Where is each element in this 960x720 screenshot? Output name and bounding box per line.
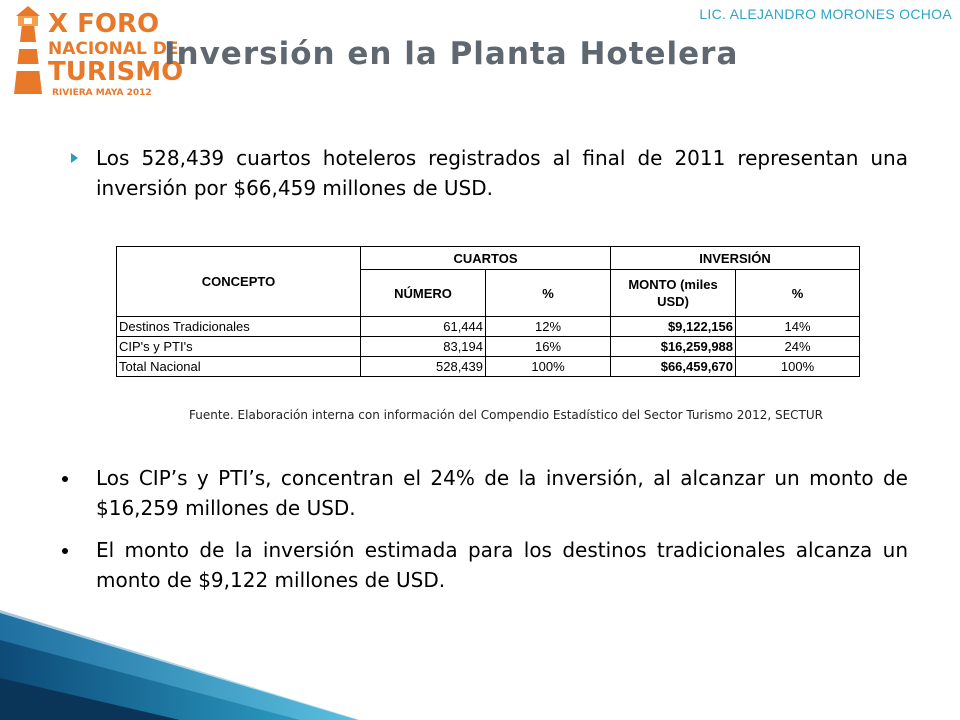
row-monto: $9,122,156 [611, 317, 736, 337]
header-pct-inversion: % [736, 270, 860, 317]
row-monto: $16,259,988 [611, 337, 736, 357]
row-pct-inversion: 24% [736, 337, 860, 357]
row-monto: $66,459,670 [611, 357, 736, 377]
bullet-dot-icon [62, 476, 68, 482]
header-numero: NÚMERO [361, 270, 486, 317]
row-concepto: CIP's y PTI's [117, 337, 361, 357]
table-row [117, 337, 860, 357]
intro-bullet [96, 143, 908, 203]
row-pct-cuartos: 16% [486, 337, 611, 357]
row-pct-cuartos: 12% [486, 317, 611, 337]
lighthouse-icon [14, 6, 42, 94]
header-pct-cuartos: % [486, 270, 611, 317]
table-row [117, 357, 860, 377]
investment-table [116, 246, 860, 377]
row-pct-cuartos: 100% [486, 357, 611, 377]
row-concepto: Total Nacional [117, 357, 361, 377]
header-monto: MONTO (miles USD) [611, 270, 736, 317]
table-row [117, 317, 860, 337]
forum-logo [4, 2, 184, 98]
row-numero: 528,439 [361, 357, 486, 377]
bullet-text: El monto de la inversión estimada para los destinos tradicionales alcanza un monto de $9,122 millones de USD. [96, 538, 908, 592]
row-concepto: Destinos Tradicionales [117, 317, 361, 337]
page-title: Inversión en la Planta Hotelera [164, 36, 739, 72]
bullet-list [96, 463, 908, 607]
source-note: Fuente. Elaboración interna con información del Compendio Estadístico del Sector Turismo 2012, SECTUR [189, 408, 823, 422]
bullet-dot-icon [62, 548, 68, 554]
intro-text: Los 528,439 cuartos hoteleros registrados al final de 2011 representan una inversión por $66,459 millones de USD. [96, 146, 908, 200]
header-inversion: INVERSIÓN [611, 247, 860, 270]
row-pct-inversion: 100% [736, 357, 860, 377]
row-pct-inversion: 14% [736, 317, 860, 337]
header-cuartos: CUARTOS [361, 247, 611, 270]
row-numero: 83,194 [361, 337, 486, 357]
arrow-bullet-icon [71, 153, 78, 163]
logo-line-2: NACIONAL DE [48, 39, 179, 59]
row-numero: 61,444 [361, 317, 486, 337]
logo-line-1: X FORO [48, 9, 160, 39]
author-name: LIC. ALEJANDRO MORONES OCHOA [699, 6, 952, 22]
list-item [96, 463, 908, 523]
header-concepto: CONCEPTO [117, 247, 361, 317]
bullet-text: Los CIP’s y PTI’s, concentran el 24% de la inversión, al alcanzar un monto de $16,259 millones de USD. [96, 466, 908, 520]
list-item [96, 535, 908, 595]
logo-line-3: TURISMO [48, 57, 184, 87]
logo-line-4: RIVIERA MAYA 2012 [52, 88, 152, 98]
